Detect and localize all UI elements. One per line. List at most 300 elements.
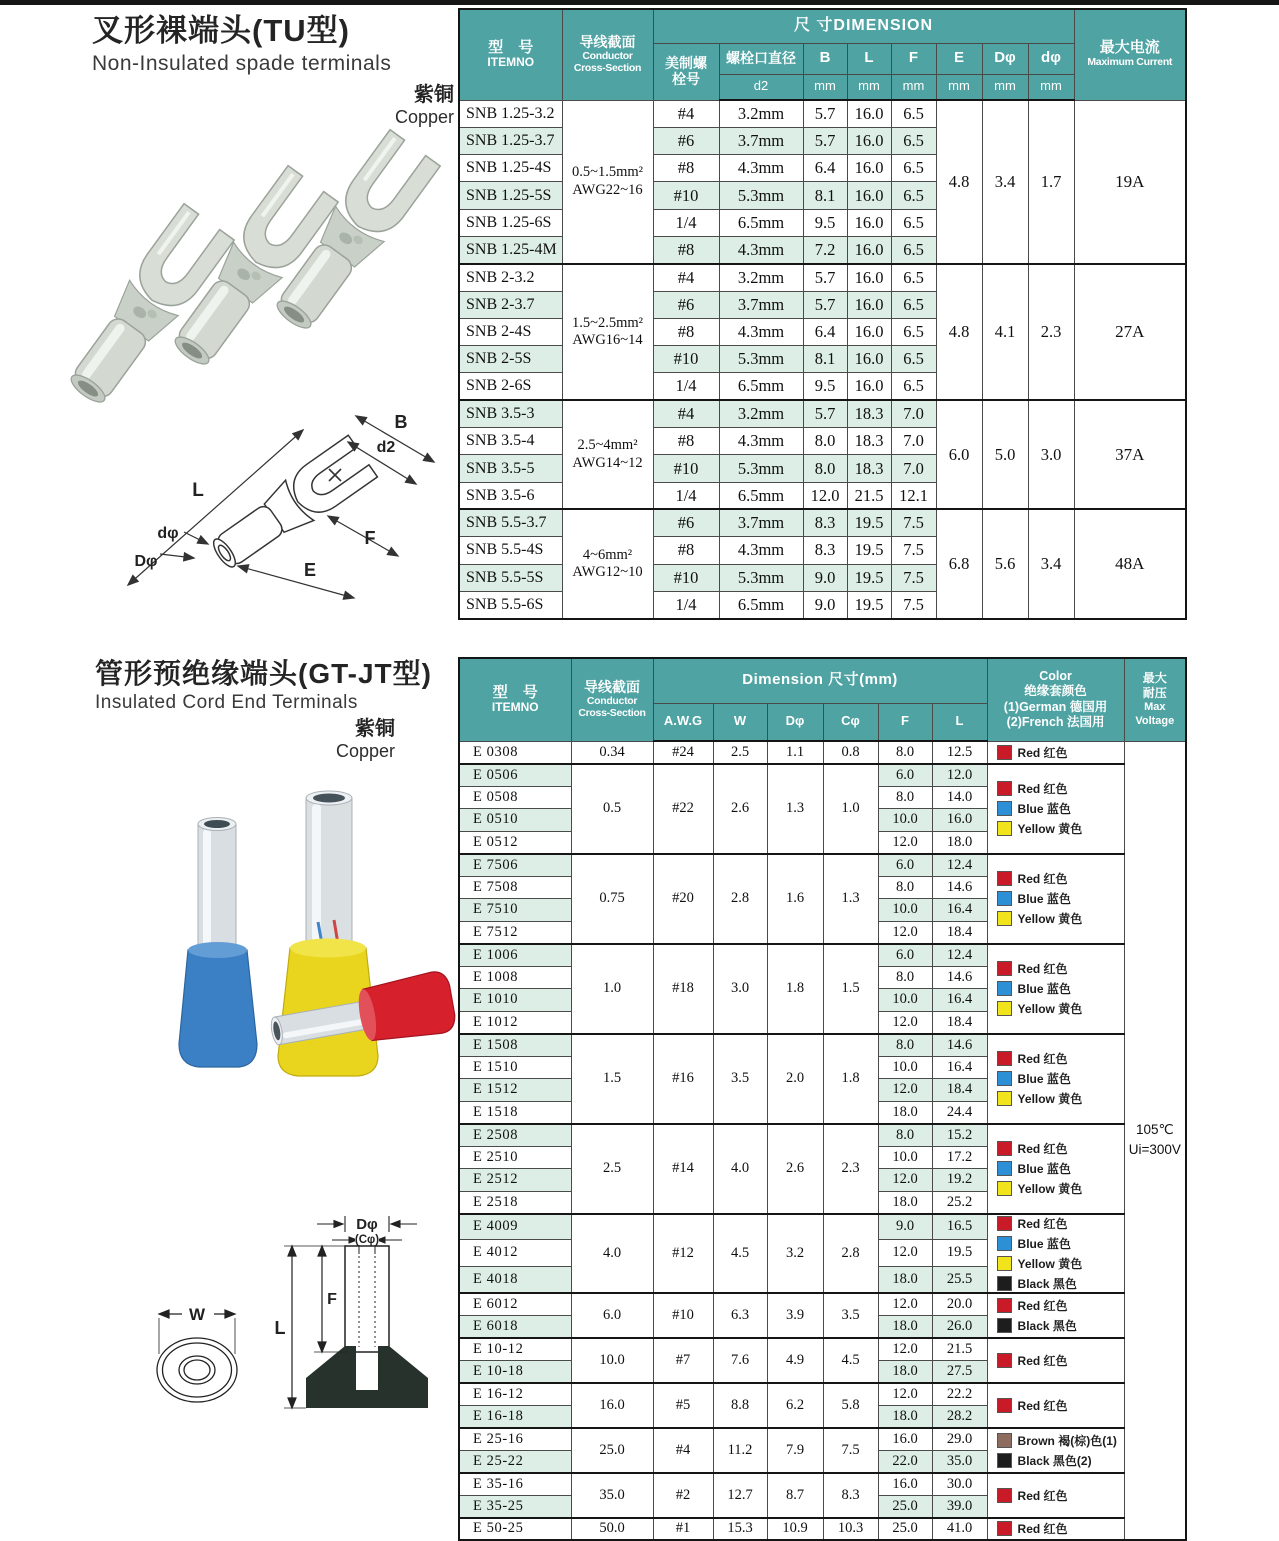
item-cell: E 6012: [459, 1293, 571, 1316]
dim-l-cell: 26.0: [932, 1315, 987, 1338]
color-cell: [987, 1124, 1124, 1214]
header-max-current: [1074, 9, 1186, 100]
spade-table-header: [459, 9, 1186, 100]
item-cell: SNB 1.25-6S: [459, 209, 562, 236]
item-cell: E 25-22: [459, 1450, 571, 1473]
dim-l-cell: 35.0: [932, 1450, 987, 1473]
color-option: [997, 780, 1124, 797]
screw-size-cell: #6: [653, 291, 719, 318]
header-conductor-en2: Cross-Section: [573, 61, 642, 74]
dim-b-cell: 9.5: [803, 209, 847, 236]
awg-cell: #4: [653, 1428, 713, 1473]
dim-dphi-cell: 2.3: [1028, 264, 1074, 400]
bolt-diameter-cell: 3.2mm: [719, 100, 803, 127]
dim-l-cell: 15.2: [932, 1124, 987, 1147]
header-volt-l1: 最大: [1142, 671, 1167, 685]
dim-b-cell: 5.7: [803, 400, 847, 427]
material-cn: 紫铜: [414, 84, 454, 106]
dim-l-cell: 16.0: [847, 318, 891, 345]
color-label: Red 红色: [1017, 1298, 1068, 1313]
dim-l-cell: 28.2: [932, 1405, 987, 1428]
section2-material: [95, 718, 395, 762]
dim-l-cell: 19.5: [847, 591, 891, 618]
dim-Dphi-cell: 4.9: [767, 1338, 823, 1383]
bolt-diameter-cell: 6.5mm: [719, 591, 803, 618]
dim-w-cell: 4.0: [713, 1124, 767, 1214]
dim-f-cell: 12.0: [878, 831, 932, 854]
color-label: Red 红色: [1017, 1052, 1068, 1066]
item-cell: SNB 2-6S: [459, 373, 562, 400]
table-row: [459, 1034, 1186, 1057]
dim-b-cell: 9.0: [803, 564, 847, 591]
table-row: [459, 1293, 1186, 1316]
dim-f-cell: 18.0: [878, 1191, 932, 1214]
item-cell: E 2510: [459, 1146, 571, 1169]
dim-l-cell: 21.5: [932, 1338, 987, 1361]
dim-f-cell: 12.0: [878, 1169, 932, 1192]
header-screw: [653, 43, 719, 100]
screw-size-cell: 1/4: [653, 591, 719, 618]
dim-l-cell: 16.0: [847, 127, 891, 154]
dim-b-cell: 8.3: [803, 509, 847, 536]
dim-f-cell: 12.1: [891, 482, 936, 509]
header-max-current-en: Maximum Current: [1087, 56, 1173, 69]
dim-Cphi-cell: 3.5: [823, 1293, 878, 1338]
dim-f-cell: 12.0: [878, 1338, 932, 1361]
dim-l-cell: 12.0: [932, 764, 987, 787]
header-unit: mm: [803, 74, 847, 100]
color-option: [997, 1275, 1124, 1292]
dim-l-cell: 18.3: [847, 400, 891, 427]
color-option: [997, 1317, 1124, 1334]
awg-cell: #16: [653, 1034, 713, 1124]
header-color: [987, 658, 1124, 741]
dim-w-cell: 2.8: [713, 854, 767, 944]
yellow-swatch: [997, 1181, 1012, 1196]
section1-title-en: Non-Insulated spade terminals: [92, 51, 392, 75]
table-row: [459, 854, 1186, 877]
header-col-l: L: [847, 43, 891, 74]
dim-w-cell: 2.6: [713, 764, 767, 854]
item-cell: E 10-18: [459, 1360, 571, 1383]
dim-f-cell: 7.5: [891, 564, 936, 591]
bolt-diameter-cell: 3.7mm: [719, 127, 803, 154]
header-conductor-cn: 导线截面: [584, 679, 640, 696]
dim-f-cell: 6.0: [878, 764, 932, 787]
color-option: [997, 890, 1124, 907]
color-label: Blue 蓝色: [1017, 1162, 1071, 1176]
color-cell: [987, 1293, 1124, 1338]
dim-Dphi-cell: 6.2: [767, 1383, 823, 1428]
header-volt-l3: Max: [1144, 701, 1166, 713]
color-label: Red 红色: [1017, 745, 1068, 760]
color-option: [997, 1070, 1124, 1087]
table-row: [459, 944, 1186, 967]
color-label: Yellow 黄色: [1017, 1092, 1083, 1106]
item-cell: E 1010: [459, 989, 571, 1012]
color-option: [997, 980, 1124, 997]
dim-Dphi-cell: 1.1: [767, 741, 823, 764]
dim-f-cell: 6.5: [891, 346, 936, 373]
dim-label-dphi: dφ: [157, 525, 179, 542]
cross-section-cell: 0.34: [571, 741, 653, 764]
color-label: Blue 蓝色: [1017, 892, 1071, 906]
color-option: [997, 1235, 1124, 1252]
item-cell: SNB 5.5-6S: [459, 591, 562, 618]
dim-label-Dphi: Dφ: [356, 1216, 378, 1233]
dim-l-cell: 16.5: [932, 1214, 987, 1240]
color-option: [997, 1180, 1124, 1197]
awg-cell: #7: [653, 1338, 713, 1383]
color-option: [997, 1215, 1124, 1232]
blue-swatch: [997, 1071, 1012, 1086]
color-cell: [987, 1518, 1124, 1541]
cross-section-cell: 10.0: [571, 1338, 653, 1383]
dim-f-cell: 25.0: [878, 1495, 932, 1518]
dim-l-cell: 16.4: [932, 1056, 987, 1079]
max-current-cell: 27A: [1074, 264, 1186, 400]
item-cell: E 7508: [459, 876, 571, 899]
dim-e-cell: 6.8: [936, 509, 982, 618]
item-cell: E 16-18: [459, 1405, 571, 1428]
color-cell: [987, 1034, 1124, 1124]
dim-l-cell: 20.0: [932, 1293, 987, 1316]
dim-l-cell: 16.0: [847, 100, 891, 127]
dim-dphi-cell: 3.4: [1028, 509, 1074, 618]
header-conductor: [571, 658, 653, 741]
dim-label-l2: L: [274, 1318, 286, 1338]
dim-Cphi-cell: 4.5: [823, 1338, 878, 1383]
color-cell: [987, 1473, 1124, 1518]
bolt-diameter-cell: 6.5mm: [719, 482, 803, 509]
item-cell: E 50-25: [459, 1518, 571, 1541]
dim-w-cell: 8.8: [713, 1383, 767, 1428]
item-cell: SNB 2-4S: [459, 318, 562, 345]
page-top-rule: [0, 0, 1279, 5]
dim-f-cell: 6.0: [878, 944, 932, 967]
screw-size-cell: #6: [653, 127, 719, 154]
bolt-diameter-cell: 5.3mm: [719, 564, 803, 591]
bolt-diameter-cell: 4.3mm: [719, 537, 803, 564]
cord-end-dimension-diagram: [120, 1188, 460, 1466]
dim-Dphi-cell: 5.6: [982, 509, 1028, 618]
dim-label-Dphi: Dφ: [134, 553, 158, 570]
screw-size-cell: #8: [653, 236, 719, 263]
dim-label-l: L: [192, 480, 204, 501]
dim-l-cell: 16.4: [932, 899, 987, 922]
header-unit: mm: [982, 74, 1028, 100]
dim-b-cell: 8.3: [803, 537, 847, 564]
dim-Cphi-cell: 1.5: [823, 944, 878, 1034]
awg-cell: #10: [653, 1293, 713, 1338]
cross-section-cell: 2.5: [571, 1124, 653, 1214]
yellow-swatch: [997, 821, 1012, 836]
material-en: Copper: [394, 107, 454, 127]
color-option: [997, 960, 1124, 977]
item-cell: SNB 2-3.7: [459, 291, 562, 318]
dim-f-cell: 8.0: [878, 786, 932, 809]
header-itemno-cn: 型 号: [488, 38, 534, 56]
screw-size-cell: #8: [653, 537, 719, 564]
dim-label-f2: F: [327, 1291, 337, 1308]
header-col-w: W: [713, 703, 767, 741]
header-max-current-cn: 最大电流: [1099, 39, 1160, 57]
bolt-diameter-cell: 5.3mm: [719, 346, 803, 373]
item-cell: SNB 3.5-6: [459, 482, 562, 509]
header-col-Dphi: Dφ: [982, 43, 1028, 74]
dim-label-Cphi: (Cφ): [354, 1234, 380, 1246]
dim-f-cell: 12.0: [878, 1011, 932, 1034]
dim-Dphi-cell: 1.3: [767, 764, 823, 854]
dim-f-cell: 6.5: [891, 236, 936, 263]
item-cell: E 1510: [459, 1056, 571, 1079]
red-swatch: [997, 961, 1012, 976]
cross-section-cell: 2.5~4mm² AWG14~12: [562, 400, 653, 509]
color-label: Red 红色: [1017, 1522, 1068, 1537]
dim-f-cell: 6.5: [891, 318, 936, 345]
header-dimension: Dimension 尺寸(mm): [653, 658, 987, 703]
screw-size-cell: #4: [653, 264, 719, 291]
item-cell: SNB 5.5-3.7: [459, 509, 562, 536]
cross-section-cell: 35.0: [571, 1473, 653, 1518]
dim-Cphi-cell: 10.3: [823, 1518, 878, 1541]
header-itemno-cn: 型 号: [492, 683, 538, 701]
dim-l-cell: 39.0: [932, 1495, 987, 1518]
dim-Cphi-cell: 8.3: [823, 1473, 878, 1518]
table-row: [459, 1473, 1186, 1496]
header-conductor-en1: Conductor: [582, 49, 633, 62]
dim-f-cell: 7.0: [891, 428, 936, 455]
header-col-Dphi: Dφ: [767, 703, 823, 741]
color-label: Yellow 黄色: [1017, 1182, 1083, 1196]
dim-f-cell: 8.0: [878, 966, 932, 989]
color-cell: [987, 1214, 1124, 1293]
color-cell: [987, 854, 1124, 944]
color-option: [997, 744, 1124, 761]
dim-l-cell: 18.4: [932, 1011, 987, 1034]
red-swatch: [997, 1521, 1012, 1536]
dim-label-b: B: [394, 412, 408, 432]
yellow-swatch: [997, 1091, 1012, 1106]
yellow-swatch: [997, 911, 1012, 926]
dim-l-cell: 16.0: [847, 209, 891, 236]
dim-l-cell: 16.0: [847, 291, 891, 318]
color-option: [997, 1452, 1124, 1469]
table-row: [459, 764, 1186, 787]
bolt-diameter-cell: 5.3mm: [719, 455, 803, 482]
color-option: [997, 1297, 1124, 1314]
cross-section-cell: 1.5: [571, 1034, 653, 1124]
dim-f-cell: 7.5: [891, 537, 936, 564]
color-label: Red 红色: [1017, 1142, 1068, 1156]
dim-Cphi-cell: 2.3: [823, 1124, 878, 1214]
header-col-b: B: [803, 43, 847, 74]
awg-cell: #14: [653, 1124, 713, 1214]
cross-section-cell: 25.0: [571, 1428, 653, 1473]
dim-l-cell: 16.0: [847, 182, 891, 209]
item-cell: E 1518: [459, 1101, 571, 1124]
item-cell: E 35-25: [459, 1495, 571, 1518]
yellow-swatch: [997, 1001, 1012, 1016]
dim-f-cell: 10.0: [878, 899, 932, 922]
bolt-diameter-cell: 3.2mm: [719, 264, 803, 291]
dim-b-cell: 9.0: [803, 591, 847, 618]
header-d2: d2: [719, 74, 803, 100]
item-cell: SNB 1.25-4M: [459, 236, 562, 263]
section2-title-en: Insulated Cord End Terminals: [95, 692, 358, 714]
cross-section-cell: 1.0: [571, 944, 653, 1034]
cross-section-cell: 0.5~1.5mm² AWG22~16: [562, 100, 653, 264]
bolt-diameter-cell: 3.7mm: [719, 509, 803, 536]
cross-section-cell: 0.5: [571, 764, 653, 854]
item-cell: E 1512: [459, 1079, 571, 1102]
bolt-diameter-cell: 3.2mm: [719, 400, 803, 427]
item-cell: E 1008: [459, 966, 571, 989]
black-swatch: [997, 1276, 1012, 1291]
header-col-awg: A.W.G: [653, 703, 713, 741]
color-option: [997, 1397, 1124, 1414]
brown-swatch: [997, 1433, 1012, 1448]
table-row: [459, 1383, 1186, 1406]
cross-section-cell: 1.5~2.5mm² AWG16~14: [562, 264, 653, 400]
dim-l-cell: 19.5: [847, 509, 891, 536]
screw-size-cell: #4: [653, 400, 719, 427]
dim-e-cell: 4.8: [936, 264, 982, 400]
item-cell: SNB 5.5-5S: [459, 564, 562, 591]
dim-e-cell: 4.8: [936, 100, 982, 264]
color-option: [997, 1255, 1124, 1272]
screw-size-cell: #10: [653, 182, 719, 209]
color-cell: [987, 944, 1124, 1034]
dim-l-cell: 21.5: [847, 482, 891, 509]
awg-cell: #1: [653, 1518, 713, 1541]
screw-size-cell: 1/4: [653, 373, 719, 400]
color-label: Red 红色: [1017, 1398, 1068, 1413]
header-unit: mm: [1028, 74, 1074, 100]
dim-l-cell: 18.3: [847, 455, 891, 482]
red-swatch: [997, 1298, 1012, 1313]
header-conductor-en2: Cross-Section: [578, 706, 646, 719]
table-row: [459, 1428, 1186, 1451]
header-dimension: 尺 寸DIMENSION: [653, 9, 1074, 43]
dim-l-cell: 16.4: [932, 989, 987, 1012]
section2-title: [95, 658, 440, 714]
dim-f-cell: 6.5: [891, 373, 936, 400]
dim-l-cell: 27.5: [932, 1360, 987, 1383]
dim-l-cell: 18.0: [932, 831, 987, 854]
dim-l-cell: 16.0: [847, 346, 891, 373]
dim-w-cell: 3.0: [713, 944, 767, 1034]
dim-f-cell: 8.0: [878, 1124, 932, 1147]
material-cn: 紫铜: [355, 718, 395, 740]
dim-w-cell: 11.2: [713, 1428, 767, 1473]
dim-l-cell: 12.5: [932, 741, 987, 764]
dim-Cphi-cell: 1.3: [823, 854, 878, 944]
color-cell: [987, 1428, 1124, 1473]
spade-terminal-3: [264, 130, 440, 340]
dim-Dphi-cell: 2.6: [767, 1124, 823, 1214]
dim-Cphi-cell: 7.5: [823, 1428, 878, 1473]
item-cell: E 6018: [459, 1315, 571, 1338]
dim-Dphi-cell: 5.0: [982, 400, 1028, 509]
color-label: Yellow 黄色: [1017, 1256, 1083, 1271]
max-current-cell: 37A: [1074, 400, 1186, 509]
dim-Dphi-cell: 4.1: [982, 264, 1028, 400]
dim-Dphi-cell: 1.8: [767, 944, 823, 1034]
header-color-l4: (2)French 法国用: [1006, 715, 1105, 730]
yellow-swatch: [997, 1256, 1012, 1271]
awg-cell: #24: [653, 741, 713, 764]
color-label: Blue 蓝色: [1017, 982, 1071, 996]
dim-f-cell: 12.0: [878, 1293, 932, 1316]
dim-f-cell: 10.0: [878, 989, 932, 1012]
dim-Cphi-cell: 5.8: [823, 1383, 878, 1428]
dim-l-cell: 30.0: [932, 1473, 987, 1496]
dim-f-cell: 16.0: [878, 1428, 932, 1451]
cord-end-table-body: [459, 741, 1186, 1540]
dim-b-cell: 5.7: [803, 100, 847, 127]
dim-b-cell: 5.7: [803, 264, 847, 291]
color-cell: [987, 764, 1124, 854]
dim-w-cell: 3.5: [713, 1034, 767, 1124]
item-cell: E 0506: [459, 764, 571, 787]
cross-section-cell: 6.0: [571, 1293, 653, 1338]
dim-f-cell: 18.0: [878, 1405, 932, 1428]
screw-size-cell: #8: [653, 428, 719, 455]
header-itemno: [459, 658, 571, 741]
dim-f-cell: 8.0: [878, 741, 932, 764]
table-row: [459, 1518, 1186, 1541]
color-option: [997, 1487, 1124, 1504]
header-col-f: F: [891, 43, 936, 74]
item-cell: SNB 1.25-5S: [459, 182, 562, 209]
screw-size-cell: 1/4: [653, 482, 719, 509]
color-label: Brown 褐(棕)色(1): [1017, 1433, 1117, 1448]
dim-f-cell: 12.0: [878, 1079, 932, 1102]
dim-l-cell: 25.5: [932, 1266, 987, 1292]
color-option: [997, 1432, 1124, 1449]
dim-l-cell: 19.5: [847, 537, 891, 564]
dim-b-cell: 8.0: [803, 455, 847, 482]
cross-section-cell: 0.75: [571, 854, 653, 944]
dim-Cphi-cell: 2.8: [823, 1214, 878, 1293]
table-row: [459, 1214, 1186, 1240]
color-option: [997, 1090, 1124, 1107]
dim-b-cell: 5.7: [803, 127, 847, 154]
color-label: Red 红色: [1017, 962, 1068, 976]
item-cell: E 2518: [459, 1191, 571, 1214]
dim-Dphi-cell: 10.9: [767, 1518, 823, 1541]
color-label: Red 红色: [1017, 1216, 1068, 1231]
dim-Dphi-cell: 3.4: [982, 100, 1028, 264]
dim-f-cell: 18.0: [878, 1315, 932, 1338]
bolt-diameter-cell: 4.3mm: [719, 155, 803, 182]
dim-b-cell: 6.4: [803, 318, 847, 345]
dim-b-cell: 8.0: [803, 428, 847, 455]
dim-w-cell: 4.5: [713, 1214, 767, 1293]
dim-l-cell: 29.0: [932, 1428, 987, 1451]
red-swatch: [997, 1398, 1012, 1413]
dim-b-cell: 6.4: [803, 155, 847, 182]
spade-table-body: [459, 100, 1186, 619]
cross-section-cell: 4~6mm² AWG12~10: [562, 509, 653, 618]
dim-f-cell: 10.0: [878, 1146, 932, 1169]
dim-l-cell: 16.0: [932, 809, 987, 832]
blue-swatch: [997, 1236, 1012, 1251]
dim-l-cell: 19.5: [932, 1240, 987, 1266]
cross-section-cell: 50.0: [571, 1518, 653, 1541]
header-max-voltage: [1124, 658, 1186, 741]
